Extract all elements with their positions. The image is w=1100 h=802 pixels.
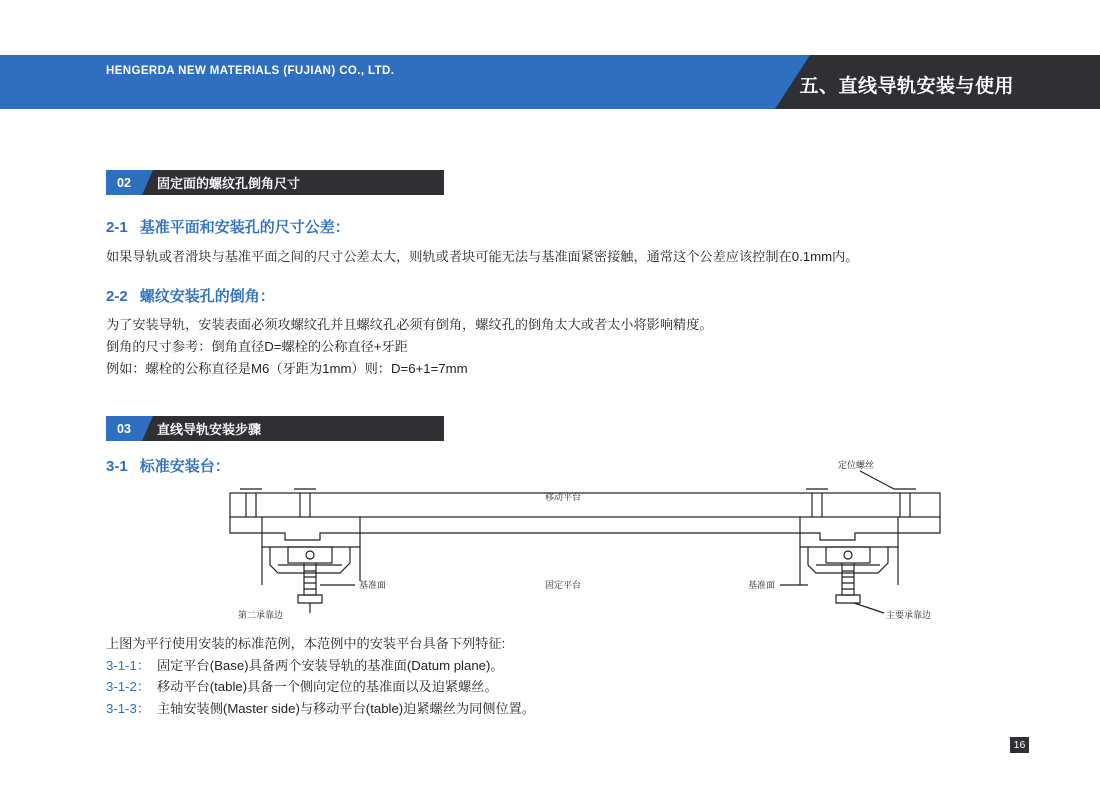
list-item-3-1-1-text: 固定平台(Base)具备两个安装导轨的基准面(Datum plane)。	[156, 658, 504, 673]
paragraph-2-1: 如果导轨或者滑块与基准平面之间的尺寸公差太大，则轨或者块可能无法与基准面紧密接触，通常这个公差应该控制在0.1mm内。	[106, 249, 859, 264]
paragraph-2-2-line2: 倒角的尺寸参考：倒角直径D=螺栓的公称直径+牙距	[106, 339, 408, 354]
label-fixed-platform: 固定平台	[545, 580, 582, 590]
list-item-3-1-1-index: 3-1-1：	[106, 658, 150, 673]
subheading-3-1-number: 3-1	[106, 458, 128, 475]
subheading-2-2-number: 2-2	[106, 288, 128, 305]
list-item-3-1-3	[106, 698, 535, 719]
subheading-2-2-text: 螺纹安装孔的倒角：	[139, 288, 275, 305]
section-bar-03	[106, 416, 444, 441]
list-item-3-1-1	[106, 655, 504, 676]
label-second-side: 第二承靠边	[238, 610, 284, 620]
section-title-03: 直线导轨安装步骤	[142, 416, 444, 441]
subheading-2-1-text: 基准平面和安装孔的尺寸公差：	[139, 219, 350, 236]
header-chapter-title: 五、直线导轨安装与使用	[799, 76, 1014, 97]
subheading-3-1-text: 标准安装台：	[139, 458, 230, 475]
list-item-3-1-2	[106, 676, 498, 697]
label-positioning-screw: 定位螺丝	[838, 460, 875, 470]
paragraph-2-2-line3: 例如：螺栓的公称直径是M6（牙距为1mm）则：D=6+1=7mm	[106, 361, 468, 376]
list-item-3-1-2-index: 3-1-2：	[106, 679, 150, 694]
list-item-3-1-2-text: 移动平台(table)具备一个侧向定位的基准面以及迫紧螺丝。	[156, 679, 498, 694]
linear-guide-assembly-diagram	[200, 455, 990, 625]
subheading-2-1-number: 2-1	[106, 219, 128, 236]
subheading-2-2	[106, 285, 275, 306]
subheading-2-1	[106, 216, 350, 237]
section-number-03: 03	[106, 416, 142, 441]
list-item-3-1-3-index: 3-1-3：	[106, 701, 150, 716]
section-number-02: 02	[106, 170, 142, 195]
company-name: HENGERDA NEW MATERIALS (FUJIAN) CO., LTD.	[106, 65, 395, 77]
label-main-side: 主要承靠边	[886, 610, 932, 620]
section-bar-02	[106, 170, 444, 195]
label-moving-platform: 移动平台	[545, 492, 582, 502]
page-number: 16	[1010, 737, 1029, 753]
list-item-3-1-3-text: 主轴安装侧(Master side)与移动平台(table)迫紧螺丝为同侧位置。	[156, 701, 536, 716]
label-datum-right: 基准面	[748, 580, 776, 590]
label-datum-left: 基准面	[359, 580, 387, 590]
section-title-02: 固定面的螺纹孔倒角尺寸	[142, 170, 444, 195]
header-blue-band	[0, 55, 810, 109]
paragraph-2-2-line1: 为了安装导轨，安装表面必须攻螺纹孔并且螺纹孔必须有倒角，螺纹孔的倒角太大或者太小将影响精度。	[106, 317, 713, 332]
paragraph-3-1-intro: 上图为平行使用安装的标准范例，本范例中的安装平台具备下列特征:	[106, 636, 506, 651]
